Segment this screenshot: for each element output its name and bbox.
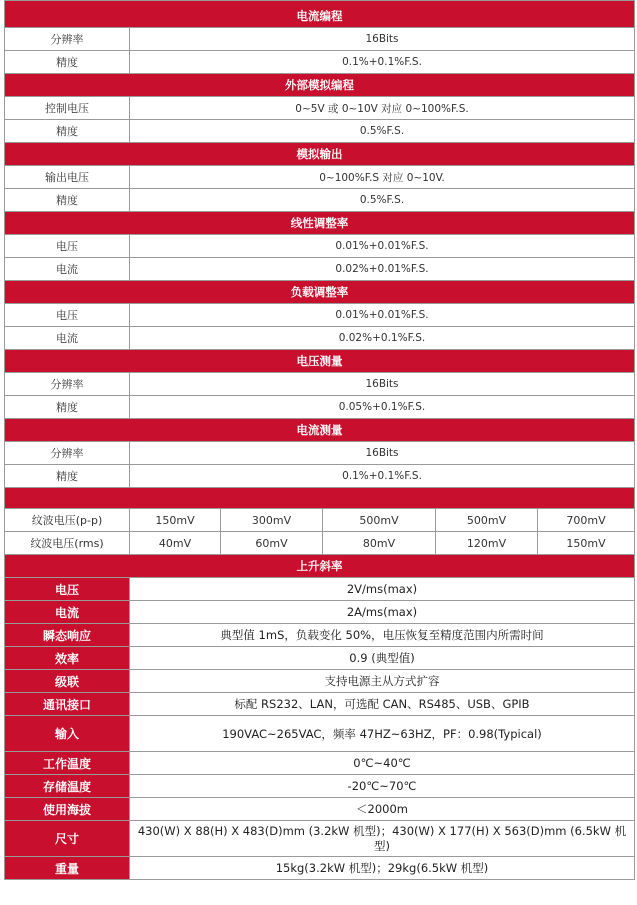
row-value: 0℃~40℃ bbox=[130, 752, 635, 775]
table-row bbox=[5, 798, 635, 821]
row-label: 瞬态响应 bbox=[5, 624, 130, 647]
row-label: 电流 bbox=[5, 327, 130, 350]
table-row bbox=[5, 396, 635, 419]
table-row bbox=[5, 624, 635, 647]
row-label: 分辨率 bbox=[5, 442, 130, 465]
row-value: 0.02%+0.1%F.S. bbox=[130, 327, 635, 350]
spec-sheet bbox=[4, 0, 634, 880]
row-label: 电压 bbox=[5, 578, 130, 601]
row-value: 16Bits bbox=[130, 373, 635, 396]
table-row bbox=[5, 442, 635, 465]
section-header bbox=[5, 212, 635, 235]
row-label: 电压 bbox=[5, 235, 130, 258]
separator-row bbox=[5, 488, 635, 509]
row-value: 16Bits bbox=[130, 442, 635, 465]
row-value: 0.1%+0.1%F.S. bbox=[130, 51, 635, 74]
table-row bbox=[5, 465, 635, 488]
row-label: 通讯接口 bbox=[5, 693, 130, 716]
row-label: 存储温度 bbox=[5, 775, 130, 798]
row-label: 使用海拔 bbox=[5, 798, 130, 821]
table-row bbox=[5, 775, 635, 798]
ripple-pp-value: 700mV bbox=[538, 509, 635, 532]
section-title: 上升斜率 bbox=[5, 555, 635, 578]
table-row bbox=[5, 752, 635, 775]
table-row bbox=[5, 373, 635, 396]
row-label: 工作温度 bbox=[5, 752, 130, 775]
row-label: 精度 bbox=[5, 465, 130, 488]
section-title: 负载调整率 bbox=[5, 281, 635, 304]
row-label: 尺寸 bbox=[5, 821, 130, 857]
table-row bbox=[5, 258, 635, 281]
row-value: 标配 RS232、LAN，可选配 CAN、RS485、USB、GPIB bbox=[130, 693, 635, 716]
section-title: 外部模拟编程 bbox=[5, 74, 635, 97]
row-value: 0.9 (典型值) bbox=[130, 647, 635, 670]
section-header bbox=[5, 143, 635, 166]
table-row bbox=[5, 28, 635, 51]
row-label: 精度 bbox=[5, 120, 130, 143]
table-row bbox=[5, 304, 635, 327]
row-label: 输出电压 bbox=[5, 166, 130, 189]
row-value: 430(W) X 88(H) X 483(D)mm (3.2kW 机型)；430(W) X 177(H) X 563(D)mm (6.5kW 机型) bbox=[130, 821, 635, 857]
ripple-rms-value: 120mV bbox=[436, 532, 538, 555]
row-label: 精度 bbox=[5, 189, 130, 212]
row-value: 190VAC~265VAC，频率 47HZ~63HZ，PF：0.98(Typical) bbox=[130, 716, 635, 752]
ripple-pp-label: 纹波电压(p-p) bbox=[5, 509, 130, 532]
table-row bbox=[5, 509, 635, 532]
ripple-pp-value: 300mV bbox=[221, 509, 323, 532]
table-row bbox=[5, 857, 635, 880]
row-value: ＜2000m bbox=[130, 798, 635, 821]
table-row bbox=[5, 97, 635, 120]
section-header bbox=[5, 555, 635, 578]
table-row bbox=[5, 189, 635, 212]
row-label: 效率 bbox=[5, 647, 130, 670]
section-header bbox=[5, 1, 635, 28]
section-title: 电流编程 bbox=[5, 1, 635, 28]
section-title: 线性调整率 bbox=[5, 212, 635, 235]
row-label: 电流 bbox=[5, 601, 130, 624]
table-row bbox=[5, 532, 635, 555]
row-value: 2V/ms(max) bbox=[130, 578, 635, 601]
row-value: 0~100%F.S 对应 0~10V. bbox=[130, 166, 635, 189]
row-label: 精度 bbox=[5, 51, 130, 74]
row-label: 控制电压 bbox=[5, 97, 130, 120]
section-title: 模拟输出 bbox=[5, 143, 635, 166]
row-value: 0~5V 或 0~10V 对应 0~100%F.S. bbox=[130, 97, 635, 120]
row-value: 典型值 1mS，负载变化 50%，电压恢复至精度范围内所需时间 bbox=[130, 624, 635, 647]
section-title: 电流测量 bbox=[5, 419, 635, 442]
table-row bbox=[5, 51, 635, 74]
table-row bbox=[5, 166, 635, 189]
section-header bbox=[5, 350, 635, 373]
ripple-pp-value: 500mV bbox=[436, 509, 538, 532]
ripple-rms-label: 纹波电压(rms) bbox=[5, 532, 130, 555]
section-title: 电压测量 bbox=[5, 350, 635, 373]
spec-table bbox=[4, 0, 635, 880]
row-value: 支持电源主从方式扩容 bbox=[130, 670, 635, 693]
row-value: 2A/ms(max) bbox=[130, 601, 635, 624]
row-label: 重量 bbox=[5, 857, 130, 880]
table-row bbox=[5, 716, 635, 752]
row-value: -20℃~70℃ bbox=[130, 775, 635, 798]
row-value: 0.01%+0.01%F.S. bbox=[130, 235, 635, 258]
ripple-rms-value: 80mV bbox=[323, 532, 436, 555]
ripple-rms-value: 150mV bbox=[538, 532, 635, 555]
row-value: 16Bits bbox=[130, 28, 635, 51]
row-label: 电压 bbox=[5, 304, 130, 327]
ripple-rms-value: 40mV bbox=[130, 532, 221, 555]
row-value: 15kg(3.2kW 机型)；29kg(6.5kW 机型) bbox=[130, 857, 635, 880]
row-value: 0.02%+0.01%F.S. bbox=[130, 258, 635, 281]
ripple-pp-value: 500mV bbox=[323, 509, 436, 532]
table-row bbox=[5, 235, 635, 258]
table-row bbox=[5, 670, 635, 693]
table-row bbox=[5, 327, 635, 350]
table-row bbox=[5, 821, 635, 857]
section-header bbox=[5, 281, 635, 304]
row-label: 分辨率 bbox=[5, 28, 130, 51]
row-label: 分辨率 bbox=[5, 373, 130, 396]
row-value: 0.5%F.S. bbox=[130, 120, 635, 143]
table-row bbox=[5, 120, 635, 143]
table-row bbox=[5, 601, 635, 624]
table-row bbox=[5, 693, 635, 716]
separator-cell bbox=[5, 488, 635, 509]
ripple-rms-value: 60mV bbox=[221, 532, 323, 555]
row-value: 0.1%+0.1%F.S. bbox=[130, 465, 635, 488]
table-row bbox=[5, 647, 635, 670]
row-value: 0.05%+0.1%F.S. bbox=[130, 396, 635, 419]
table-row bbox=[5, 578, 635, 601]
section-header bbox=[5, 419, 635, 442]
row-value: 0.5%F.S. bbox=[130, 189, 635, 212]
row-label: 输入 bbox=[5, 716, 130, 752]
section-header bbox=[5, 74, 635, 97]
row-value: 0.01%+0.01%F.S. bbox=[130, 304, 635, 327]
ripple-pp-value: 150mV bbox=[130, 509, 221, 532]
row-label: 精度 bbox=[5, 396, 130, 419]
row-label: 电流 bbox=[5, 258, 130, 281]
row-label: 级联 bbox=[5, 670, 130, 693]
